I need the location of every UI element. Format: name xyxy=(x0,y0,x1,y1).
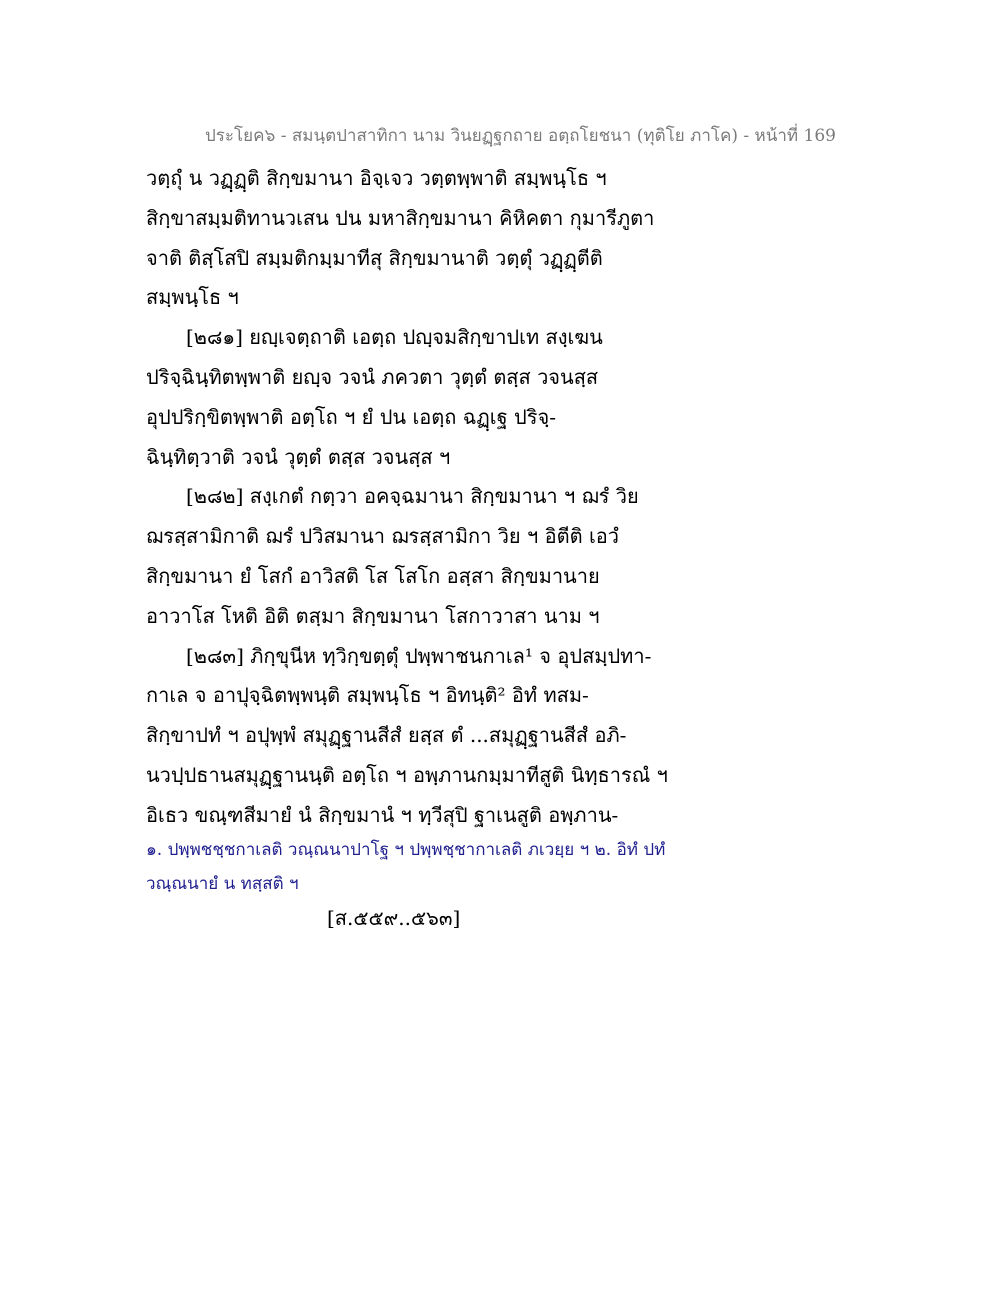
body-line: กาเล จ อาปุจฺฉิตพฺพนฺติ สมฺพนฺโธ ฯ อิทนฺติ² อิทํ ทสม- xyxy=(146,683,589,708)
body-line: สิกฺขาสมฺมติทานวเสน ปน มหาสิกฺขมานา คิหิคตา กุมารีภูตา xyxy=(146,205,655,230)
footnote-line: ๑. ปพฺพชชฺชกาเลติ วณฺณนาปาโฐ ฯ ปพฺพชฺชากาเลติ ภเวยฺย ฯ ๒. อิทํ ปทํ xyxy=(146,840,666,860)
footnotes xyxy=(146,833,766,901)
body-line: อุปปริกฺขิตพฺพาติ อตฺโถ ฯ ยํ ปน เอตฺถ ฉฏฺเฐ ปริจฺ- xyxy=(146,404,556,429)
body-line: ปริจฺฉินฺทิตพฺพาติ ยญฺจ วจนํ ภควตา วุตฺตํ ตสฺส วจนสฺส xyxy=(146,364,599,389)
body-line: อิเธว ขณฺฑสีมายํ นํ สิกฺขมานํ ฯ ทฺวีสุปิ ฐาเนสูติ อพฺภาน- xyxy=(146,802,619,827)
body-line: อาวาโส โหติ อิติ ตสฺมา สิกฺขมานา โสกาวาสา นาม ฯ xyxy=(146,603,600,628)
body-text xyxy=(146,159,766,836)
footnote-line: วณฺณนายํ น ทสฺสติ ฯ xyxy=(146,874,299,894)
body-line: วตฺถุํ น วฏฺฏฺติ สิกฺขมานา อิจฺเจว วตฺตพฺพาติ สมฺพนฺโธ ฯ xyxy=(146,166,607,190)
paragraph-start-282: [๒๘๒] สงฺเกตํ กตฺวา อคจฺฉมานา สิกฺขมานา ฯ ฌรํ วิย xyxy=(186,484,639,509)
paragraph-start-281: [๒๘๑] ยญฺเจตฺถาติ เอตฺถ ปญฺจมสิกฺขาปเท สงฺเฆน xyxy=(186,325,603,350)
body-line: สมฺพนฺโธ ฯ xyxy=(146,285,239,310)
body-line: จาติ ติสฺโสปิ สมฺมติกมฺมาทีสุ สิกฺขมานาติ วตฺตุํ วฏฺฏฺตีติ xyxy=(146,245,603,270)
body-line: ฌรสฺสามิกาติ ฌรํ ปวิสมานา ฌรสฺสามิกา วิย ฯ อิตีติ เอวํ xyxy=(146,524,620,549)
paragraph-start-283: [๒๘๓] ภิกฺขุนีห ทฺวิกฺขตฺตุํ ปพฺพาชนกาเล¹ จ อุปสมฺปทา- xyxy=(186,643,652,668)
body-line: นวปฺปธานสมุฏฺฐานนฺติ อตฺโถ ฯ อพฺภานกมฺมาทีสูติ นิทฺธารณํ ฯ xyxy=(146,762,668,787)
body-line: ฉินฺทิตฺวาติ วจนํ วุตฺตํ ตสฺส วจนสฺส ฯ xyxy=(146,444,451,469)
body-line: สิกฺขมานา ยํ โสกํ อาวิสติ โส โสโก อสฺสา สิกฺขมานาย xyxy=(146,563,600,588)
running-header: ประโยค๖ - สมนฺตปาสาทิกา นาม วินยฏฺฐกถาย อตฺถโยชนา (ทุติโย ภาโค) - หน้าที่ 169 xyxy=(205,126,836,146)
page-reference: [ส.๕๕๙..๕๖๓] xyxy=(327,906,461,930)
body-line: สิกฺขาปทํ ฯ อปุพฺพํ สมุฏฺฐานสีสํ ยสฺส ตํ ...สมุฏฺฐานสีสํ อภิ- xyxy=(146,723,627,748)
